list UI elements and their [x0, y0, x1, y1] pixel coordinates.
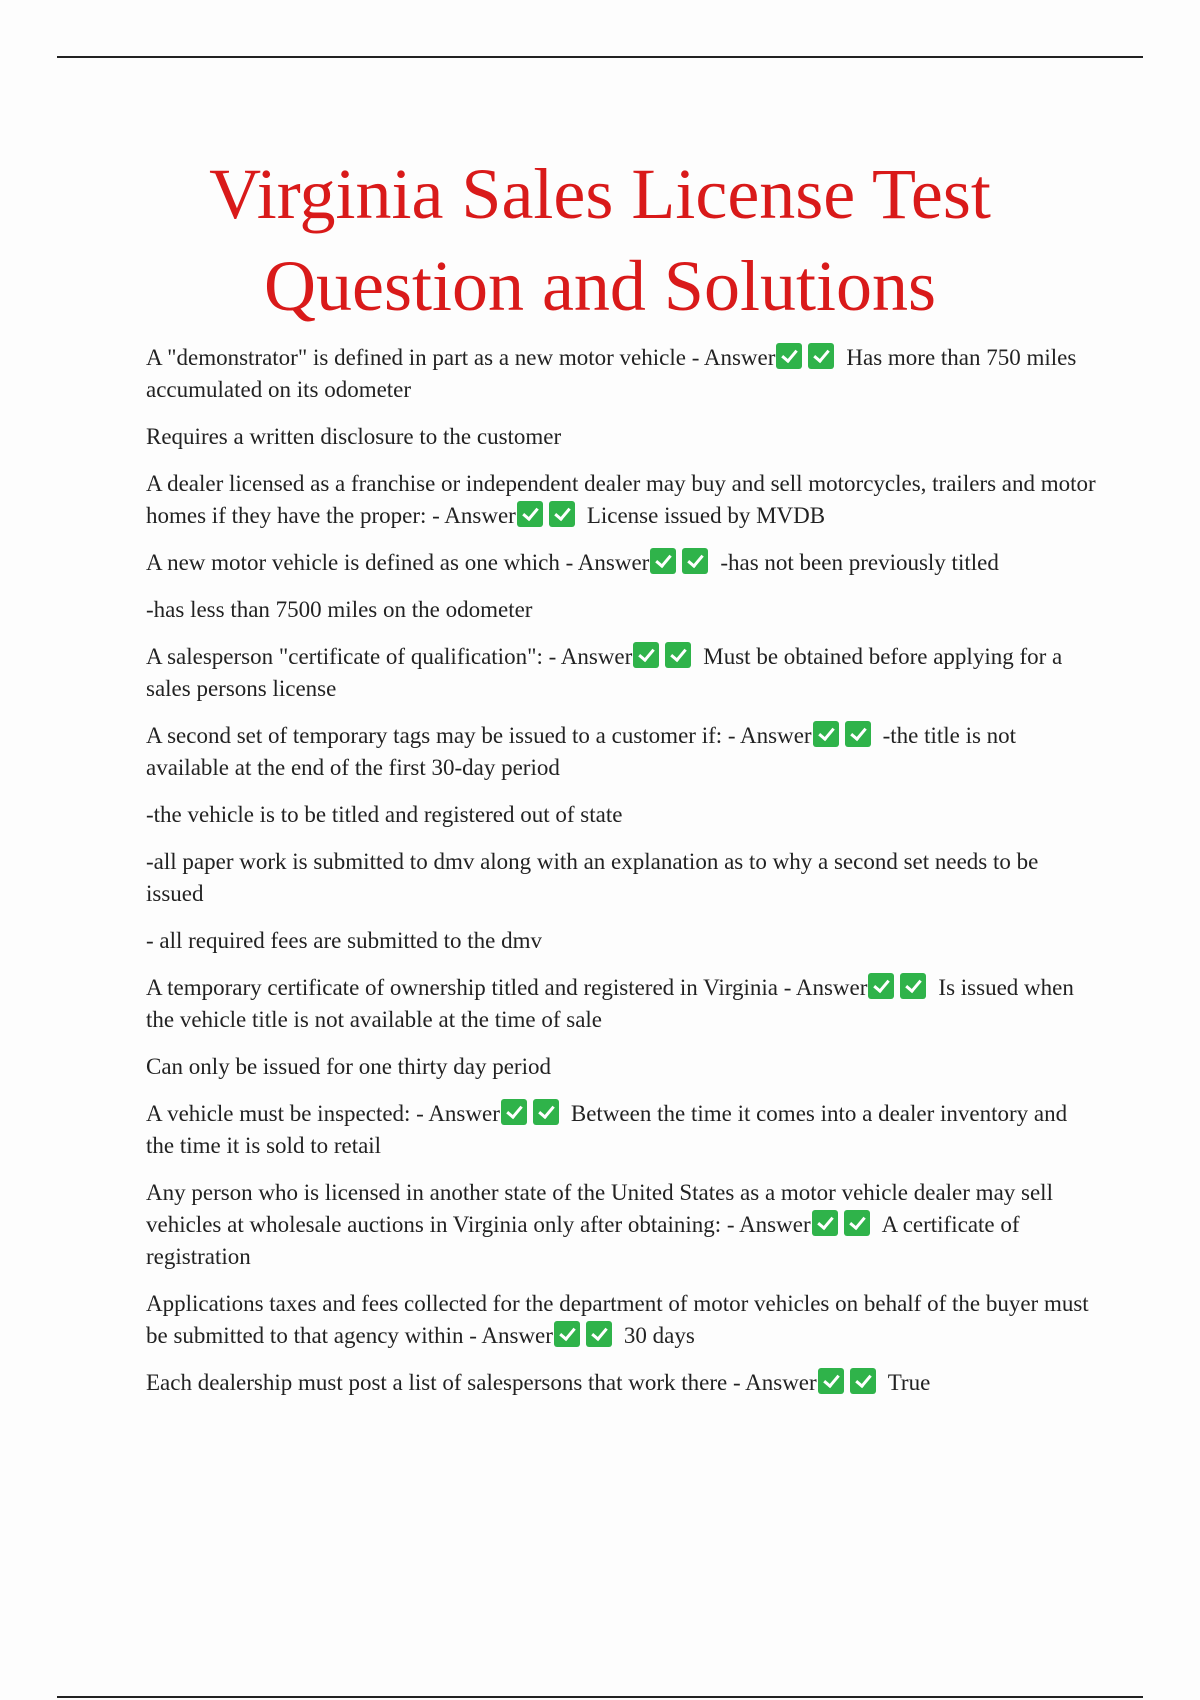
checkmark-icon	[549, 501, 575, 527]
checkmark-icon	[633, 642, 659, 668]
qa-item	[146, 1098, 1096, 1162]
checkmark-icon	[776, 343, 802, 369]
page-title	[0, 148, 1200, 332]
answer-text: 30 days	[623, 1323, 695, 1348]
question-text: A new motor vehicle is defined as one which - Answer	[146, 550, 650, 575]
checkmark-icon	[850, 1368, 876, 1394]
qa-item	[146, 547, 1096, 579]
checkmark-icon	[813, 721, 839, 747]
qa-item	[146, 468, 1096, 532]
checkmark-icon	[845, 721, 871, 747]
checkmark-icon	[554, 1321, 580, 1347]
answer-checkmarks	[818, 1368, 876, 1394]
checkmark-icon	[586, 1321, 612, 1347]
answer-text: True	[887, 1370, 931, 1395]
question-text: Each dealership must post a list of salespersons that work there - Answer	[146, 1370, 817, 1395]
answer-continuation: Can only be issued for one thirty day period	[146, 1054, 551, 1079]
question-text: A vehicle must be inspected: - Answer	[146, 1101, 500, 1126]
answer-checkmarks	[813, 721, 871, 747]
checkmark-icon	[682, 548, 708, 574]
checkmark-icon	[533, 1099, 559, 1125]
qa-item	[146, 972, 1096, 1036]
answer-text: Has more than 750 miles accumulated on its odometer	[146, 345, 1077, 402]
answer-checkmarks	[868, 973, 926, 999]
answer-continuation: -the vehicle is to be titled and registered out of state	[146, 802, 623, 827]
answer-checkmarks	[776, 343, 834, 369]
answer-text: Must be obtained before applying for a sales persons license	[146, 644, 1063, 701]
checkmark-icon	[868, 973, 894, 999]
bottom-rule	[57, 1696, 1143, 1698]
qa-item	[146, 641, 1096, 705]
checkmark-icon	[665, 642, 691, 668]
checkmark-icon	[517, 501, 543, 527]
qa-item	[146, 1177, 1096, 1273]
answer-continuation: Requires a written disclosure to the customer	[146, 424, 562, 449]
question-text: A temporary certificate of ownership titled and registered in Virginia - Answer	[146, 975, 868, 1000]
answer-continuation: -has less than 7500 miles on the odometer	[146, 597, 533, 622]
answer-text: License issued by MVDB	[586, 503, 826, 528]
answer-checkmarks	[633, 642, 691, 668]
answer-checkmarks	[554, 1321, 612, 1347]
checkmark-icon	[650, 548, 676, 574]
question-text: Any person who is licensed in another state of the United States as a motor vehicle dealer may sell vehicles at wholesale auctions in Virginia only after obtaining: - Answer	[146, 1180, 1053, 1237]
checkmark-icon	[900, 973, 926, 999]
title-line-1: Virginia Sales License Test	[209, 154, 991, 234]
checkmark-icon	[818, 1368, 844, 1394]
question-text: A dealer licensed as a franchise or independent dealer may buy and sell motorcycles, trailers and motor homes if they have the proper: - Answer	[146, 471, 1096, 528]
answer-text: Between the time it comes into a dealer inventory and the time it is sold to retail	[146, 1101, 1068, 1158]
checkmark-icon	[501, 1099, 527, 1125]
answer-continuation: -all paper work is submitted to dmv along with an explanation as to why a second set needs to be issued	[146, 849, 1039, 906]
checkmark-icon	[808, 343, 834, 369]
answer-checkmarks	[501, 1099, 559, 1125]
title-line-2: Question and Solutions	[263, 246, 936, 326]
question-text: A salesperson "certificate of qualification": - Answer	[146, 644, 633, 669]
answer-text: Is issued when the vehicle title is not available at the time of sale	[146, 975, 1074, 1032]
question-text: A second set of temporary tags may be issued to a customer if: - Answer	[146, 723, 812, 748]
checkmark-icon	[812, 1210, 838, 1236]
answer-text: -the title is not available at the end of the first 30-day period	[146, 723, 1017, 780]
answer-checkmarks	[517, 501, 575, 527]
qa-item	[146, 1288, 1096, 1352]
answer-continuation: - all required fees are submitted to the dmv	[146, 928, 542, 953]
qa-item	[146, 720, 1096, 784]
qa-item	[146, 1367, 1096, 1399]
qa-list	[146, 342, 1096, 1414]
question-text: A "demonstrator" is defined in part as a new motor vehicle - Answer	[146, 345, 776, 370]
question-text: Applications taxes and fees collected for the department of motor vehicles on behalf of the buyer must be submitted to that agency within - Answer	[146, 1291, 1089, 1348]
answer-text: -has not been previously titled	[720, 550, 999, 575]
qa-item	[146, 342, 1096, 406]
answer-checkmarks	[812, 1210, 870, 1236]
answer-text: A certificate of registration	[146, 1212, 1020, 1269]
answer-checkmarks	[650, 548, 708, 574]
top-rule	[57, 56, 1143, 58]
checkmark-icon	[844, 1210, 870, 1236]
